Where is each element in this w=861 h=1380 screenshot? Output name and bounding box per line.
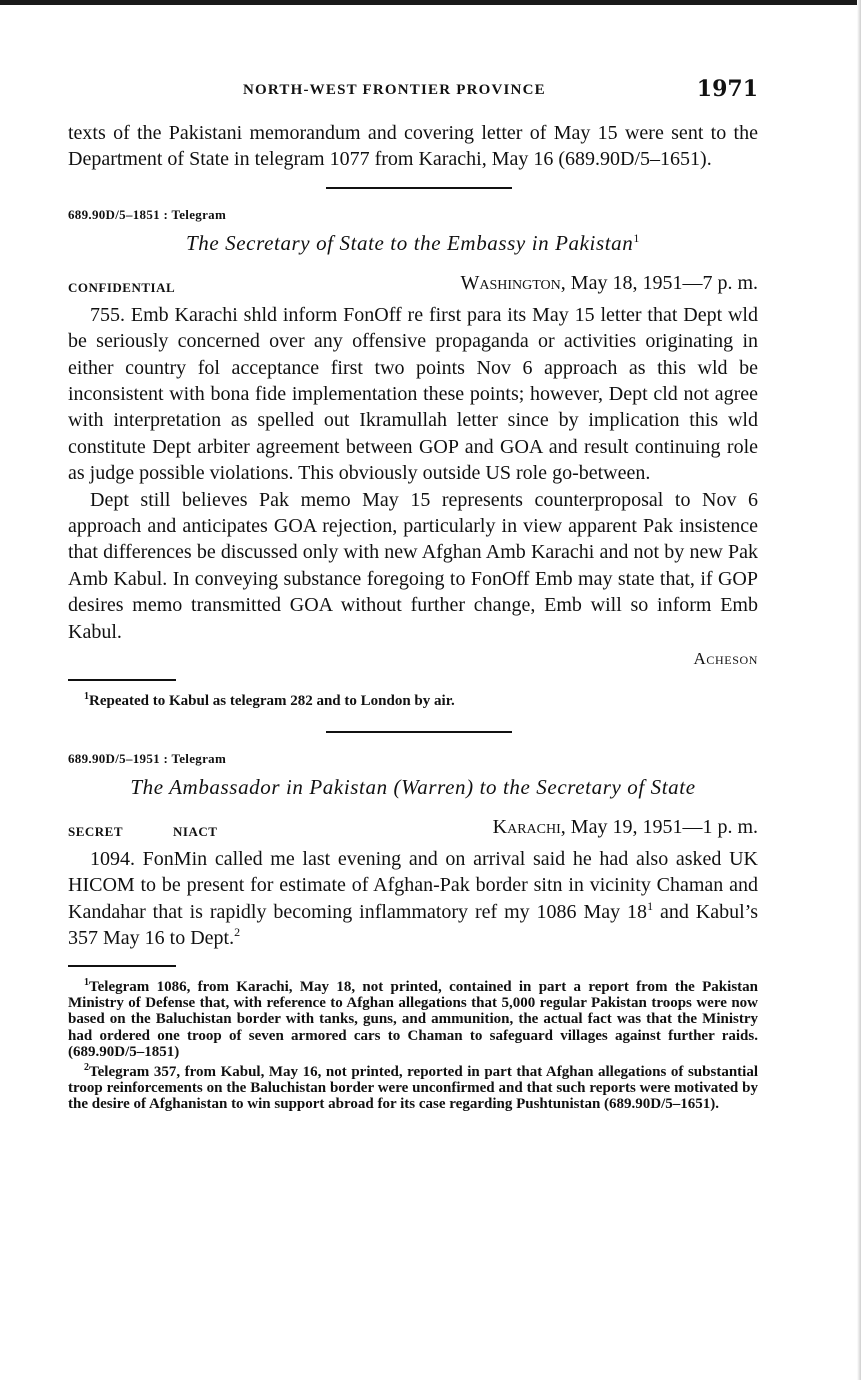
document-reference: 689.90D/5–1951 : Telegram <box>68 750 227 766</box>
signature: Acheson <box>693 649 758 669</box>
telegram-paragraph <box>68 846 758 952</box>
telegram-1 <box>68 207 758 709</box>
dateline-date: May 19, 1951—1 p. m. <box>565 815 758 838</box>
priority-label: NIACT <box>173 823 218 839</box>
footnote-marker: 2 <box>84 1061 89 1073</box>
footnote <box>68 975 758 1060</box>
footnote-rule <box>68 965 176 967</box>
section-divider <box>326 187 512 189</box>
section-divider <box>326 731 512 733</box>
dateline-place: Karachi, <box>492 815 566 838</box>
telegram-paragraph: 755. Emb Karachi shld inform FonOff re first para its May 15 letter that Dept wld be seriously concerned over any offensive propaganda or activities originating in either country fol acceptance first two points Nov 6 approach as this wld be inconsistent with bona fide implementation these points; however, Dept cld not agree with interpretation as spelled out Ikramullah letter since by implication this wld constitute Dept arbiter agreement between GOP and GOA and result continuing role as judge possible violations. This obviously outside US role go-between. <box>68 303 758 485</box>
dateline-row <box>68 272 758 302</box>
page-top-border <box>0 0 861 5</box>
document-title <box>68 231 758 256</box>
telegram-paragraph: Dept still believes Pak memo May 15 represents counterproposal to Nov 6 approach and anticipates GOA rejection, particularly in view apparent Pak insistence that differences be discussed only with new Afghan Amb Karachi and not by new Pak Amb Kabul. In conveying substance foregoing to FonOff Emb may state that, if GOP desires memo transmitted GOA without further change, Emb will so inform Emb Kabul. <box>68 488 758 643</box>
footnote <box>68 1060 758 1113</box>
dateline-row <box>68 816 758 846</box>
title-name: Warren <box>401 774 467 799</box>
document-page <box>68 76 758 1113</box>
classification-label: CONFIDENTIAL <box>68 279 176 295</box>
footnote-marker: 1 <box>84 976 89 988</box>
footnote-text: Repeated to Kabul as telegram 282 and to London by air. <box>89 692 455 709</box>
footnote-ref: 2 <box>234 925 241 940</box>
title-part: The Ambassador in Pakistan ( <box>130 774 402 799</box>
document-title <box>68 775 758 800</box>
footnote <box>68 689 758 709</box>
dateline <box>493 816 758 839</box>
paragraph-text: and Kabul’s 357 May 16 to Dept. <box>68 900 758 950</box>
paragraph-text: 1094. FonMin called me last evening and on arrival said he had also asked UK HICOM to be present for estimate of Afghan-Pak border sitn in vicinity Chaman and Kandahar that is rapidly becoming inflammatory ref my 1086 May 18 <box>68 847 758 923</box>
footnote-rule <box>68 679 176 681</box>
dateline-date: May 18, 1951—7 p. m. <box>565 271 758 294</box>
footnote-text: Telegram 1086, from Karachi, May 18, not printed, contained in part a report from the Pakistan Ministry of Defense that, with reference to Afghan allegations that 5,000 regular Pakistan troops were now based on the Baluchistan border with tanks, guns, and ammunition, the actual fact was that the Ministry had ordered one troop of seven armored cars to Chaman to safeguard villages against further raids. (689.90D/5–1851) <box>68 978 758 1060</box>
footnote-ref: 1 <box>633 230 640 245</box>
running-head-title: NORTH-WEST FRONTIER PROVINCE <box>243 82 546 98</box>
telegram-2 <box>68 751 758 1113</box>
running-head <box>68 76 758 106</box>
footnote-ref: 1 <box>647 898 654 913</box>
classification-label: SECRET <box>68 823 124 839</box>
footnote-text: Telegram 357, from Kabul, May 16, not printed, reported in part that Afghan allegations of substantial troop reinforcements on the Baluchistan border were unconfirmed and that such reports were motivated by the desire of Afghanistan to win support abroad for its case regarding Pushtunistan (689.90D/5–1651). <box>68 1063 758 1113</box>
page-number: 1971 <box>696 76 758 102</box>
dateline <box>460 272 758 295</box>
document-reference: 689.90D/5–1851 : Telegram <box>68 206 227 222</box>
page-right-edge <box>857 0 861 1380</box>
intro-paragraph: texts of the Pakistani memorandum and covering letter of May 15 were sent to the Department of State in telegram 1077 from Karachi, May 16 (689.90D/5–1651). <box>68 122 758 171</box>
title-part: ) to the Secretary of State <box>466 774 696 799</box>
document-title-text: The Secretary of State to the Embassy in Pakistan <box>186 230 634 255</box>
footnote-marker: 1 <box>84 690 89 702</box>
dateline-place: Washington, <box>460 271 566 294</box>
